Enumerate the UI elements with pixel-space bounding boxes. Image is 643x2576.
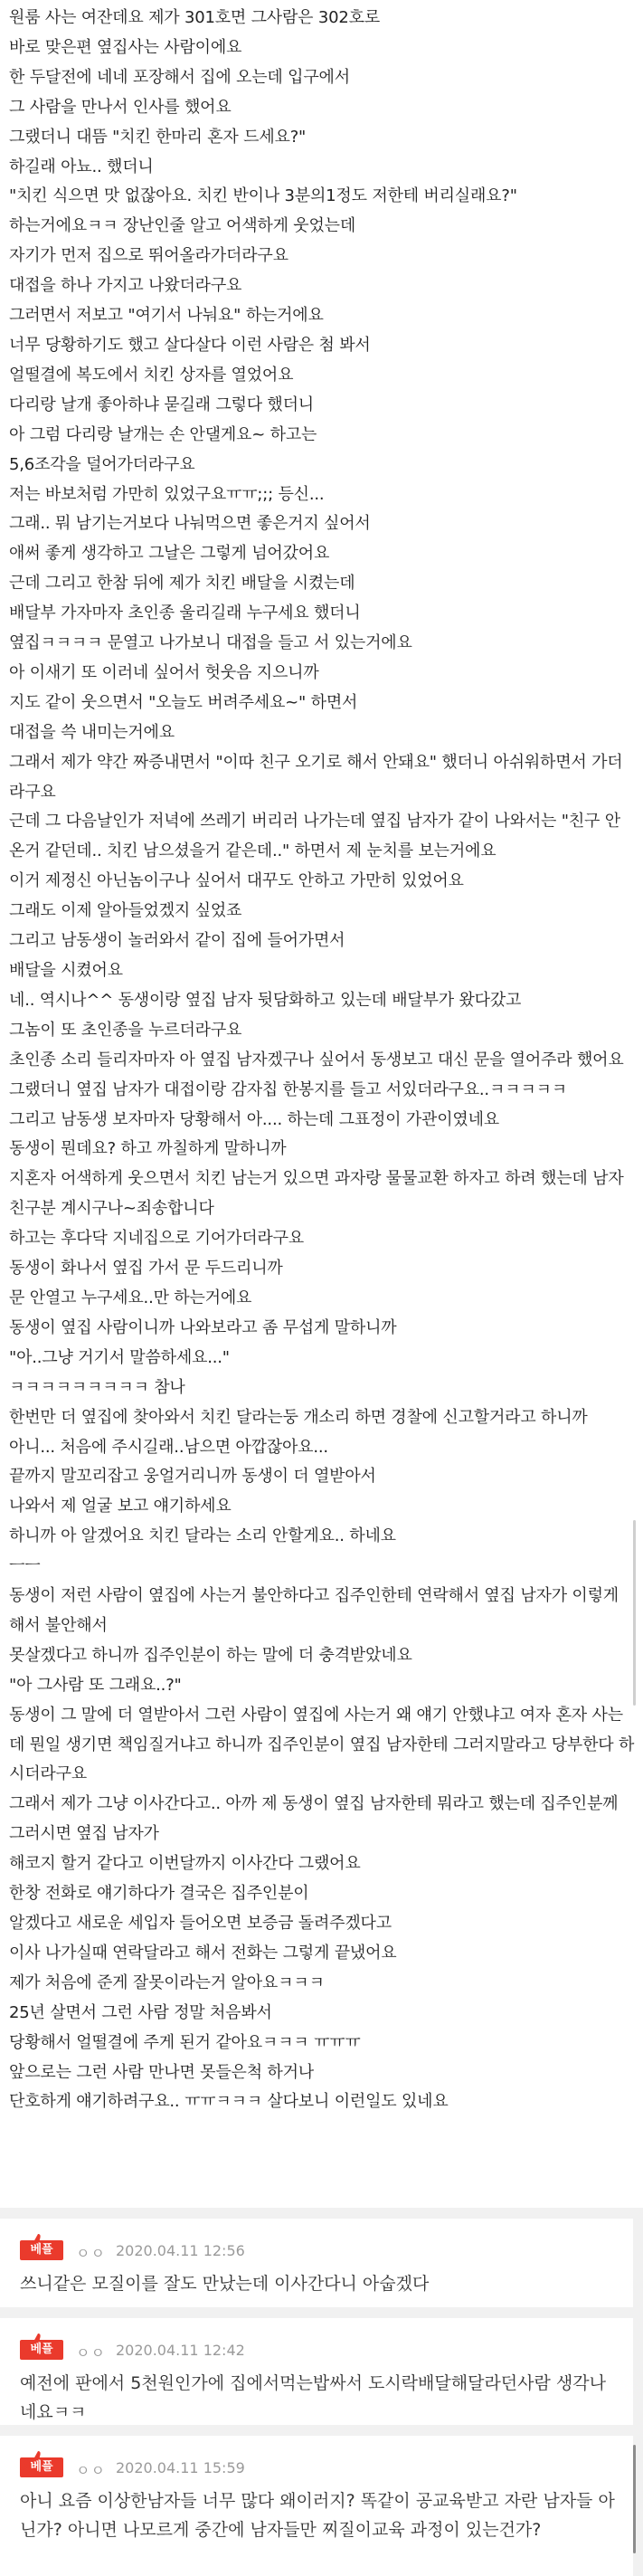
post-line: 그 사람을 만나서 인사를 했어요 <box>9 97 232 117</box>
post-line: 그래도 이제 알아들었겠지 싶었죠 <box>9 901 242 921</box>
post-line: 배달부 가자마자 초인종 울리길래 누구세요 했더니 <box>9 604 361 623</box>
post-line: 지혼자 어색하게 웃으면서 치킨 남는거 있으면 과자랑 물물교환 하자고 하려 했는데 남자친구분 계시구나~죄송합니다 <box>9 1169 624 1219</box>
post-line: ㅋㅋㅋㅋㅋㅋㅋㅋㅋ 참나 <box>9 1377 185 1397</box>
post-line: 배달을 시켰어요 <box>9 961 123 980</box>
comment-author[interactable]: ㅇㅇ <box>76 2245 106 2262</box>
comment-author[interactable]: ㅇㅇ <box>76 2344 106 2362</box>
post-line: 한창 전화로 얘기하다가 결국은 집주인분이 <box>9 1884 309 1904</box>
post-scrollbar[interactable] <box>633 1520 636 1706</box>
post-line: 단호하게 얘기하려구요.. ㅠㅠㅋㅋㅋ 살다보니 이런일도 있네요 <box>9 2092 449 2112</box>
comment-date: 2020.04.11 12:42 <box>116 2342 245 2359</box>
post-line: 다리랑 날개 좋아하냐 묻길래 그렇다 했더니 <box>9 394 314 414</box>
post-line: 그랬더니 대뜸 "치킨 한마리 혼자 드세요?" <box>9 127 307 147</box>
post-line: 아니... 처음에 주시길래..남으면 아깝잖아요... <box>9 1437 328 1457</box>
post-line: 그래서 제가 그냥 이사간다고.. 아까 제 동생이 옆집 남자한테 뭐라고 했는데 집주인분께 그러시면 옆집 남자가 <box>9 1794 623 1844</box>
post-line: ㅡㅡ <box>9 1556 41 1576</box>
comment-author[interactable]: ㅇㅇ <box>76 2462 106 2479</box>
post-line: 이거 제정신 아닌놈이구나 싶어서 대꾸도 안하고 가만히 있었어요 <box>9 871 464 891</box>
post-line: 당황해서 얼떨결에 주게 된거 같아요ㅋㅋㅋ ㅠㅠㅠ <box>9 2032 361 2052</box>
post-line: "아..그냥 거기서 말씀하세요..." <box>9 1347 230 1367</box>
post-line: 하길래 아뇨.. 했더니 <box>9 157 154 176</box>
post-line: 한 두달전에 네네 포장해서 집에 오는데 입구에서 <box>9 67 350 87</box>
post-line: 동생이 저런 사람이 옆집에 사는거 불안하다고 집주인한테 연락해서 옆집 남자가 이렇게 해서 불안해서 <box>9 1586 624 1635</box>
comment-meta <box>20 2318 633 2360</box>
post-line: 그래서 제가 약간 짜증내면서 "이따 친구 오기로 해서 안돼요" 했더니 아쉬워하면서 가더라구요 <box>9 752 623 802</box>
comment-date: 2020.04.11 15:59 <box>116 2459 245 2476</box>
best-label: 베플 <box>20 2457 63 2477</box>
post-line: 그래.. 뭐 남기는거보다 나눠먹으면 좋은거지 싶어서 <box>9 514 371 534</box>
comment-item <box>0 2318 633 2425</box>
post-line: 5,6조각을 덜어가더라구요 <box>9 454 195 474</box>
post-line: 근데 그리고 한참 뒤에 제가 치킨 배달을 시켰는데 <box>9 574 355 594</box>
post-line: 하는거에요ㅋㅋ 장난인줄 알고 어색하게 웃었는데 <box>9 216 356 236</box>
post-line: 그러면서 저보고 "여기서 나눠요" 하는거에요 <box>9 306 324 326</box>
post-line: 자기가 먼저 집으로 뛰어올라가더라구요 <box>9 246 288 266</box>
comment-text: 예전에 판에서 5천원인가에 집에서먹는밥싸서 도시락배달해달라던사람 생각나네요ㅋㅋ <box>20 2373 606 2422</box>
post-line: 알겠다고 새로운 세입자 들어오면 보증금 돌려주겠다고 <box>9 1914 392 1933</box>
post-line: 하니까 아 알겠어요 치킨 달라는 소리 안할게요.. 하네요 <box>9 1526 396 1546</box>
best-comment-badge <box>20 2338 63 2360</box>
post-line: "아 그사람 또 그래요..?" <box>9 1675 182 1695</box>
post-line: 그리고 남동생 보자마자 당황해서 아.... 하는데 그표정이 가관이였네요 <box>9 1109 499 1129</box>
comment-scrollbar[interactable] <box>633 2445 636 2553</box>
comment-text: 쓰니같은 모질이를 잘도 만났는데 이사간다니 아숩겠다 <box>20 2274 430 2294</box>
comment-date: 2020.04.11 12:56 <box>116 2242 245 2259</box>
post-line: 애써 좋게 생각하고 그날은 그렇게 넘어갔어요 <box>9 544 330 564</box>
post-line: 너무 당황하기도 했고 살다살다 이런 사람은 첨 봐서 <box>9 335 371 355</box>
post-line: 그리고 남동생이 놀러와서 같이 집에 들어가면서 <box>9 931 345 951</box>
post-line: 앞으로는 그런 사람 만나면 못들은척 하거나 <box>9 2062 314 2082</box>
comment-item <box>0 2436 633 2576</box>
comment-meta <box>20 2219 633 2260</box>
post-line: 한번만 더 옆집에 찾아와서 치킨 달라는둥 개소리 하면 경찰에 신고할거라고 하니까 <box>9 1407 588 1427</box>
post-line: 동생이 화나서 옆집 가서 문 두드리니까 <box>9 1259 283 1278</box>
post-line: 제가 처음에 준게 잘못이라는거 알아요ㅋㅋㅋ <box>9 1972 325 1992</box>
best-comments <box>0 2208 643 2576</box>
post-line: 초인종 소리 들리자마자 아 옆집 남자겠구나 싶어서 동생보고 대신 문을 열어주라 했어요 <box>9 1050 624 1069</box>
post-line: 그놈이 또 초인종을 누르더라구요 <box>9 1020 242 1040</box>
post-line: 대접을 하나 가지고 나왔더라구요 <box>9 276 242 296</box>
post-line: 문 안열고 누구세요..만 하는거에요 <box>9 1288 252 1307</box>
post-line: 동생이 뭔데요? 하고 까칠하게 말하니까 <box>9 1139 287 1159</box>
comment-text: 아니 요즘 이상한남자들 너무 많다 왜이러지? 똑같이 공교육받고 자란 남자들 아닌가? 아니면 나모르게 중간에 남자들만 찌질이교육 과정이 있는건가? <box>20 2491 615 2540</box>
post-line: 지도 같이 웃으면서 "오늘도 버려주세요~" 하면서 <box>9 692 358 712</box>
post-line: 끝까지 말꼬리잡고 웅얼거리니까 동생이 더 열받아서 <box>9 1467 376 1487</box>
post-line: 옆집ㅋㅋㅋㅋ 문열고 나가보니 대접을 들고 서 있는거에요 <box>9 633 412 653</box>
post-line: 얼떨결에 복도에서 치킨 상자를 열었어요 <box>9 365 294 385</box>
post-line: 네.. 역시나^^ 동생이랑 옆집 남자 뒷담화하고 있는데 배달부가 왔다갔고 <box>9 990 522 1010</box>
post-line: "치킨 식으면 맛 없잖아요. 치킨 반이나 3분의1정도 저한테 버리실래요?" <box>9 186 517 206</box>
post-line: 아 그럼 다리랑 날개는 손 안댈게요~ 하고는 <box>9 424 317 444</box>
post-line: 그랬더니 옆집 남자가 대접이랑 감자칩 한봉지를 들고 서있더라구요..ㅋㅋㅋㅋㅋ <box>9 1079 567 1099</box>
post-line: 대접을 쓱 내미는거에요 <box>9 722 175 742</box>
post-line: 바로 맞은편 옆집사는 사람이에요 <box>9 37 242 57</box>
post-line: 동생이 옆집 사람이니까 나와보라고 좀 무섭게 말하니까 <box>9 1317 397 1337</box>
best-comment-badge <box>20 2456 63 2477</box>
post-line: 근데 그 다음날인가 저녁에 쓰레기 버리러 나가는데 옆집 남자가 같이 나와서는 "친구 안온거 같던데.. 치킨 남으셨을거 같은데.." 하면서 제 눈치를 보는거에요 <box>9 812 620 861</box>
post-line: 나와서 제 얼굴 보고 얘기하세요 <box>9 1497 232 1516</box>
post-line: 동생이 그 말에 더 열받아서 그런 사람이 옆집에 사는거 왜 얘기 안했냐고 여자 혼자 사는데 뭔일 생기면 책임질거냐고 하니까 집주인분이 옆집 남자한테 그러지말라고 당부한다 하시더라구요 <box>9 1705 635 1784</box>
post-line: 하고는 후다닥 지네집으로 기어가더라구요 <box>9 1229 304 1249</box>
post-line: 못살겠다고 하니까 집주인분이 하는 말에 더 충격받았네요 <box>9 1645 412 1665</box>
comment-meta <box>20 2436 633 2477</box>
best-label: 베플 <box>20 2240 63 2260</box>
post-line: 아 이새기 또 이러네 싶어서 헛웃음 지으니까 <box>9 662 319 682</box>
best-comment-badge <box>20 2239 63 2260</box>
post-line: 25년 살면서 그런 사람 정말 처음봐서 <box>9 2002 272 2022</box>
post-line: 원룸 사는 여잔데요 제가 301호면 그사람은 302호로 <box>9 8 381 27</box>
best-label: 베플 <box>20 2340 63 2360</box>
post-line: 저는 바보처럼 가만히 있었구요ㅠㅠ;;; 등신... <box>9 484 325 504</box>
comment-item <box>0 2219 633 2307</box>
post-line: 해코지 할거 같다고 이번달까지 이사간다 그랬어요 <box>9 1854 361 1874</box>
post-line: 이사 나가실때 연락달라고 해서 전화는 그렇게 끝냈어요 <box>9 1943 397 1963</box>
